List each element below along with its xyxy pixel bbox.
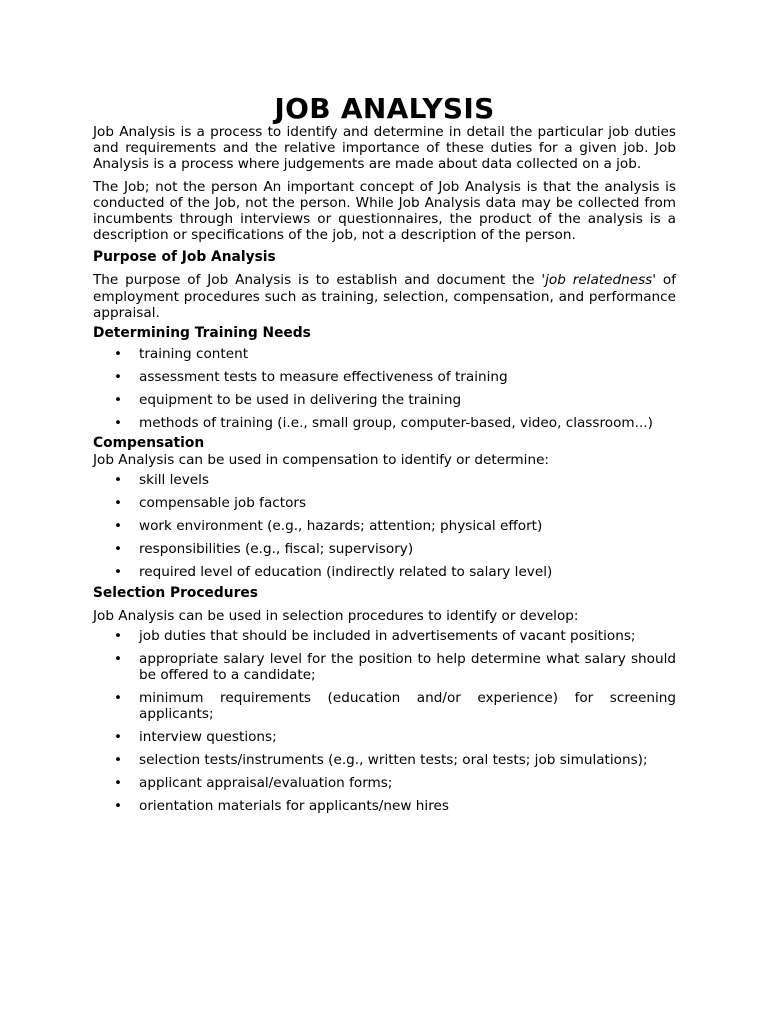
list-item: • skill levels [93, 472, 676, 488]
list-item: • training content [93, 346, 676, 362]
page-title: JOB ANALYSIS [274, 92, 495, 125]
list-item: • orientation materials for applicants/new hires [93, 798, 676, 814]
list-item: • assessment tests to measure effectiveness of training [93, 369, 676, 385]
list-item: • job duties that should be included in advertisements of vacant positions; [93, 628, 676, 644]
list-item: • minimum requirements (education and/or experience) for screening applicants; [93, 690, 676, 722]
list-item: • equipment to be used in delivering the training [93, 392, 676, 408]
list-item: • methods of training (i.e., small group, computer-based, video, classroom...) [93, 415, 676, 431]
purpose-text-after: ' of employment procedures such as training, selection, compensation, and performance appraisal. [93, 272, 676, 321]
selection-intro: Job Analysis can be used in selection procedures to identify or develop: [93, 607, 579, 624]
purpose-heading: Purpose of Job Analysis [93, 249, 276, 266]
list-item: • selection tests/instruments (e.g., written tests; oral tests; job simulations); [93, 752, 676, 768]
purpose-paragraph [93, 272, 676, 321]
compensation-list [93, 472, 676, 580]
intro-paragraph: Job Analysis is a process to identify and determine in detail the particular job duties and requirements and the relative importance of these duties for a given job. Job Analysis is a process where judgements are made about data collected on a job. [93, 124, 676, 173]
list-item: • interview questions; [93, 729, 676, 745]
purpose-text-before: The purpose of Job Analysis is to establish and document the ' [93, 272, 546, 289]
training-heading: Determining Training Needs [93, 325, 311, 342]
list-item: • appropriate salary level for the position to help determine what salary should be offered to a candidate; [93, 651, 676, 683]
list-item: • compensable job factors [93, 495, 676, 511]
training-list [93, 346, 676, 431]
purpose-text-italic: job relatedness [545, 272, 653, 289]
list-item: • applicant appraisal/evaluation forms; [93, 775, 676, 791]
job-not-person-paragraph: The Job; not the person An important concept of Job Analysis is that the analysis is conducted of the Job, not the person. While Job Analysis data may be collected from incumbents through interviews or questionnaires, the product of the analysis is a description or specifications of the job, not a description of the person. [93, 178, 676, 244]
list-item: • required level of education (indirectly related to salary level) [93, 564, 676, 580]
compensation-intro: Job Analysis can be used in compensation to identify or determine: [93, 452, 550, 469]
selection-list [93, 628, 676, 815]
list-item: • work environment (e.g., hazards; attention; physical effort) [93, 518, 676, 534]
list-item: • responsibilities (e.g., fiscal; supervisory) [93, 541, 676, 557]
selection-heading: Selection Procedures [93, 584, 258, 601]
compensation-heading: Compensation [93, 435, 205, 452]
